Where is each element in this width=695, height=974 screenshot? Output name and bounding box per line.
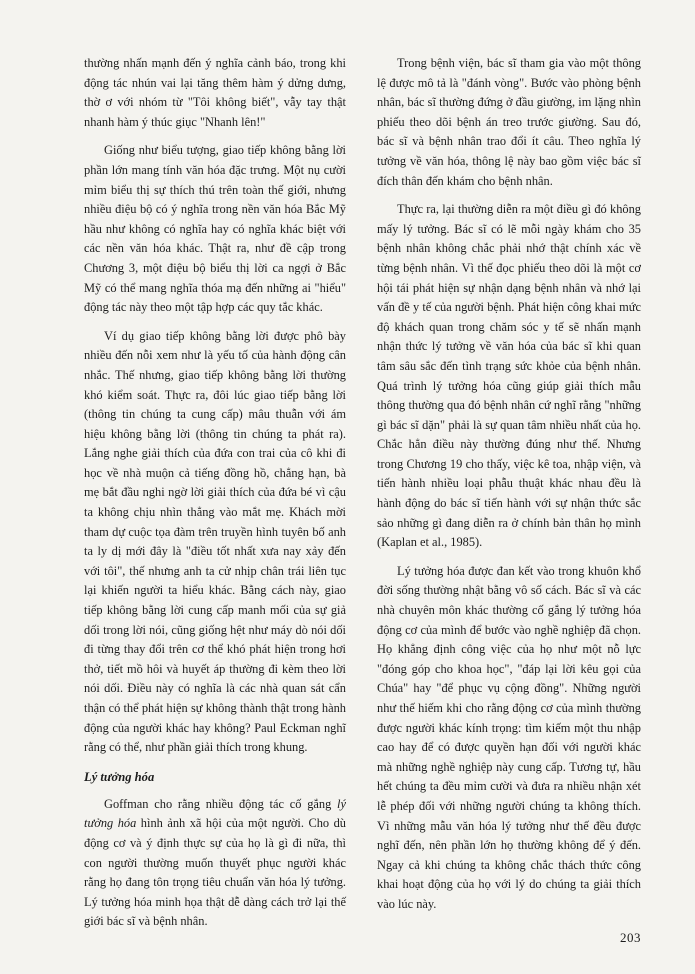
- italic-term: lý tưởng hóa: [84, 796, 346, 831]
- right-column: [377, 54, 641, 924]
- section-heading: Lý tưởng hóa: [84, 769, 155, 784]
- paragraph: Thực ra, lại thường diễn ra một điều gì đó không mấy lý tưởng. Bác sĩ có lẽ mỗi ngày khám cho 35 bệnh nhân không chắc phải nhớ thật chính xác về từng bệnh nhân. Vì thế đọc phiếu theo dõi là một cơ hội tái phát hiện sự nhận dạng bệnh nhân và nhớ lại vấn đề y tế của người bệnh. Phát hiện công khai mức độ khách quan trong chăm sóc y tế sẽ nhấn mạnh nhận thức lý tưởng về văn hóa của bác sĩ khi quan tâm sâu sắc đến tình trạng sức khỏe của bệnh nhân. Quá trình lý tưởng hóa cũng giúp giải thích mẫu thông thường qua đó bệnh nhân cứ nghĩ rằng "những gì bác sĩ dặn" phải là sự quan tâm nhiều nhất của họ. Chắc hẳn điều này thường đúng như thế. Nhưng trong Chương 19 cho thấy, việc kê toa, nhập viện, và tiến hành nhiều loại phẫu thuật khác nhau đều là hành động do bác sĩ tiến hành với sự nhận thức sắc sảo những gì đang diễn ra ở chính bản thân họ mình (Kaplan et al., 1985).: [377, 202, 641, 550]
- paragraph: thường nhấn mạnh đến ý nghĩa cảnh báo, trong khi động tác nhún vai lại tăng thêm hàm ý dửng dưng, thờ ơ với nhóm từ "Tôi không biết", vẫy tay thật nhanh hàm ý thúc giục "Nhanh lên!": [84, 56, 346, 129]
- paragraph: Ví dụ giao tiếp không bằng lời được phô bày nhiều đến nỗi xem như là yếu tố của hành động cân nhắc. Thế nhưng, giao tiếp không bằng lời thường khó kiểm soát. Thực ra, đôi lúc giao tiếp bằng lời (thông tin chúng ta cung cấp) mâu thuẫn với ám hiệu không bằng lời (thông tin chúng ta phát ra). Lắng nghe giải thích của đứa con trai của cô khi đi học về nhà muộn cả tiếng đồng hồ, chẳng hạn, bà mẹ bắt đầu nghi ngờ lời giải thích của đứa bé vì cậu ta không chịu nhìn thẳng vào mắt mẹ. Khách mời tham dự cuộc tọa đàm trên truyền hình tuyên bố anh ta ly dị mới đây là "điều tốt nhất xưa nay xảy đến với tôi", thế nhưng anh ta cử nhịp chân trái liên tục lại khiến người ta hiểu khác. Bằng cách này, giao tiếp không bằng lời cung cấp manh mối của sự giả dối trong lời nói, cũng giống hệt như máy dò nói dối đi từng thay đổi trên cơ thể khó phát hiện trong hơi thở, tiết mồ hôi và huyết áp thường đi kèm theo lời nói dối. Điều này có nghĩa là các nhà quan sát cẩn thận có thể phát hiện sự không thành thật trong hành động của người khác hay không? Paul Eckman nghĩ rằng có thể, như phần giải thích trong khung.: [84, 328, 346, 755]
- paragraph: Lý tưởng hóa được đan kết vào trong khuôn khổ đời sống thường nhật bằng vô số cách. Bác sĩ và các nhà chuyên môn khác thường cố gắng lý tưởng hóa động cơ của mình để bước vào nghề nghiệp đã chọn. Họ khẳng định công việc của họ như một nỗ lực "đóng góp cho khoa học", "đáp lại lời kêu gọi của Chúa" hay "để phục vụ cộng đồng". Những người như thế hiếm khi cho rằng động cơ của mình thường được người khác kính trọng: tìm kiếm một thu nhập cao hay để có được quyền hạn đối với người khác mà những nghề nghiệp này cung cấp. Tương tự, hầu hết chúng ta đều mỉm cười và đưa ra nhiều nhận xét lễ phép đối với những người chúng ta không thích. Vì những mẫu văn hóa lý tưởng như thế đều được nghĩ đến, nên phần lớn họ thường không để ý đến. Ngay cả khi chúng ta không chắc thách thức công khai hoạt động của họ với lý do chúng ta giải thích vào lúc này.: [377, 563, 641, 911]
- text-run: Goffman cho rằng nhiều động tác cố gắng: [104, 796, 338, 811]
- page-number: 203: [620, 930, 641, 945]
- paragraph: Trong bệnh viện, bác sĩ tham gia vào một thông lệ được mô tả là "đánh vòng". Bước vào phòng bệnh nhân, bác sĩ thường đứng ở đầu giường, im lặng nhìn phiếu theo dõi bệnh án treo trước giường. Sau đó, bác sĩ và bệnh nhân trao đổi ít câu. Theo nghĩa lý tưởng về văn hóa, thông lệ này bao gồm việc bác sĩ đích thân đến khám cho bệnh nhân.: [377, 56, 641, 188]
- paragraph: [84, 795, 346, 932]
- paragraph: Giống như biểu tượng, giao tiếp không bằng lời phần lớn mang tính văn hóa đặc trưng. Một nụ cười mỉm biểu thị sự thích thú trên toàn thế giới, nhưng nhiều điệu bộ có ý nghĩa trong nền văn hóa Bắc Mỹ hầu như không có nghĩa hay có nghĩa khác biệt với các nền văn hóa khác. Thật ra, như đề cập trong Chương 3, một điệu bộ biểu thị lời ca ngợi ở Bắc Mỹ có thể mang nghĩa thóa mạ đến những ai "hiểu" động tác này theo một tập hợp các quy tắc khác.: [84, 143, 346, 315]
- left-column: [84, 54, 346, 941]
- text-run: hình ảnh xã hội của một người. Cho dù động cơ và ý định thực sự của họ là gì đi nữa, thì con người thường muốn thuyết phục người khác rằng họ đang tôn trọng tiêu chuẩn văn hóa lý tưởng. Lý tưởng hóa minh họa thật dễ dàng cách trở lại thế giới bác sĩ và bệnh nhân.: [84, 816, 346, 929]
